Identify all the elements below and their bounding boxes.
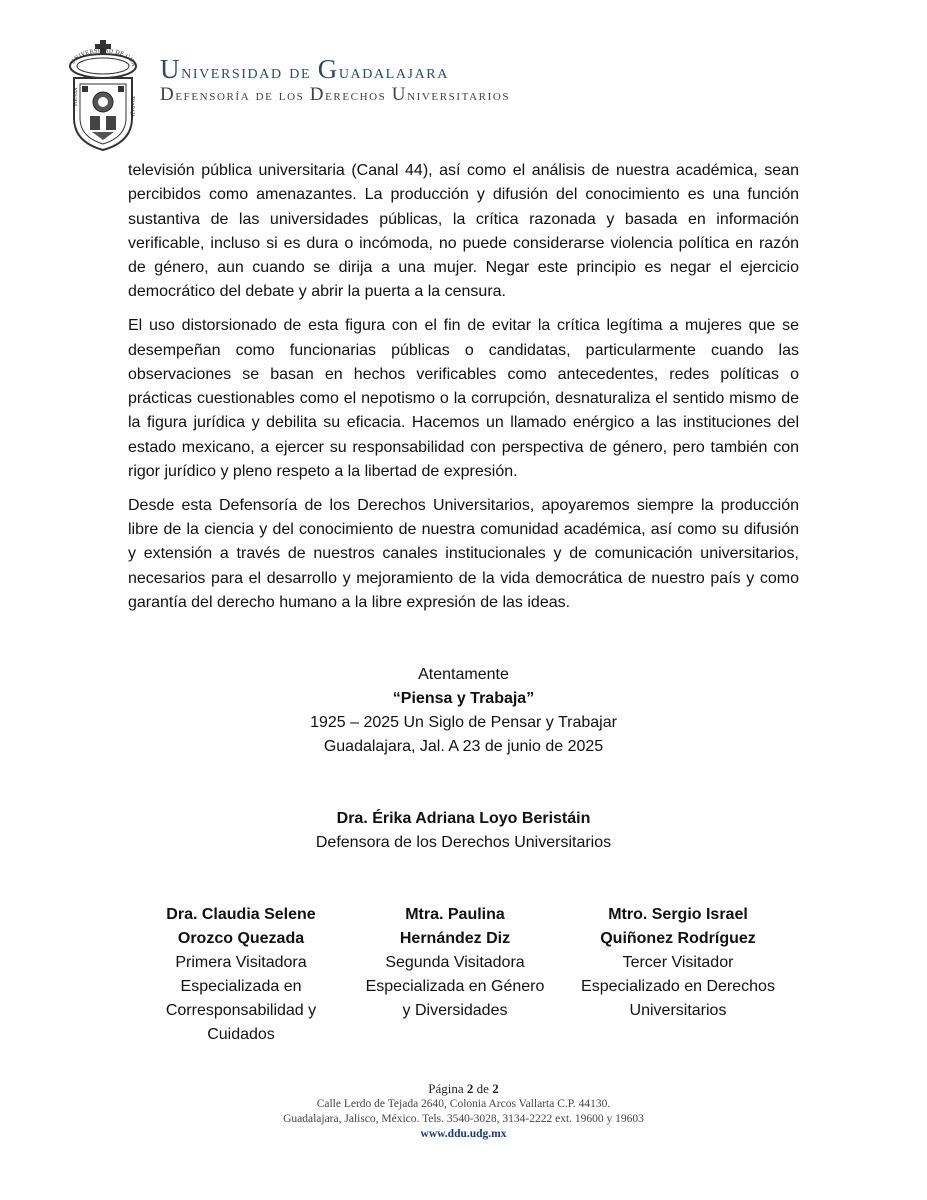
- page-word: Página: [428, 1081, 464, 1096]
- department-cap-3: U: [391, 84, 408, 105]
- signer-name-line: Mtro. Sergio Israel: [608, 906, 748, 923]
- centenary-line: 1925 – 2025 Un Siglo de Pensar y Trabajar: [310, 714, 617, 731]
- signer-name-line: Hernández Diz: [399, 930, 511, 947]
- page-of: de: [476, 1081, 489, 1096]
- signer-role-line: Corresponsabilidad y: [165, 1002, 317, 1019]
- body-paragraph: Desde esta Defensoría de los Derechos Universitarios, apoyaremos siempre la producción libre de la ciencia y del conocimiento de nuestra comunidad académica, así como su difusión y extensión a través de nuestros canales institucionales y de comunicación universitarios, necesarios para el desarrollo y mejoramiento de la vida democrática de nuestro país y como garantía del derecho humano a la libre expresión de las ideas.: [128, 496, 799, 612]
- closing-block: [0, 663, 927, 759]
- university-crest-logo: [62, 40, 144, 152]
- department-cap-2: D: [309, 84, 326, 105]
- page-current: 2: [466, 1081, 474, 1096]
- signer-name-line: Quiñonez Rodríguez: [600, 930, 756, 947]
- page-footer: [0, 1081, 927, 1142]
- signer-role-line: Segunda Visitadora: [385, 954, 525, 971]
- body-paragraph: El uso distorsionado de esta figura con el fin de evitar la crítica legítima a mujeres que se desempeñan como funcionarias públicas o candidatas, particularmente cuando las observaciones se basan en hechos verificables como antecedentes, redes políticas o prácticas cuestionables como el nepotismo o la corrupción, desnaturaliza el sentido mismo de la figura jurídica y debilita su eficacia. Hacemos un llamado enérgico a las instituciones del estado mexicano, a ejercer su responsabilidad con perspectiva de género, pero también con rigor jurídico y pleno respeto a la libertad de expresión.: [128, 317, 799, 481]
- crest-ring-text: UNIVERSIDAD DE GUA: [70, 47, 137, 68]
- signer-role-line: y Diversidades: [402, 1002, 508, 1019]
- motto: “Piensa y Trabaja”: [392, 690, 535, 707]
- signer-role-line: Cuidados: [207, 1026, 275, 1043]
- institution-rest-1: niversidad de: [181, 61, 318, 83]
- department-name: [160, 84, 510, 106]
- main-signer-title: Defensora de los Derechos Universitarios: [315, 834, 612, 851]
- signer-role-line: Especializada en: [180, 978, 302, 995]
- institution-rest-2: uadalajara: [338, 61, 449, 83]
- department-rest-2: erechos: [325, 88, 392, 104]
- place-date: Guadalajara, Jal. A 23 de junio de 2025: [323, 738, 604, 755]
- signer-role-line: Primera Visitadora: [175, 954, 307, 971]
- signer-name-line: Mtra. Paulina: [405, 906, 505, 923]
- page-number: [0, 1081, 927, 1097]
- address-line: Guadalajara, Jalisco, México. Tels. 3540-3028, 3134-2222 ext. 19600 y 19603: [283, 1113, 644, 1125]
- page-total: 2: [492, 1081, 499, 1096]
- letter-body: [128, 159, 799, 625]
- signer-role-line: Universitarios: [629, 1002, 727, 1019]
- signer-column-3: [563, 903, 793, 1023]
- institution-cap-1: U: [160, 54, 182, 84]
- signer-column-1: [141, 903, 341, 1047]
- signer-name-line: Dra. Claudia Selene: [166, 906, 316, 923]
- signer-role-line: Tercer Visitador: [622, 954, 734, 971]
- department-cap-1: D: [160, 84, 176, 105]
- signer-role-line: Especializada en Género: [365, 978, 545, 995]
- signer-column-2: [355, 903, 555, 1023]
- signer-role-line: Especializado en Derechos: [581, 978, 775, 995]
- department-rest-1: efensoría de los: [175, 88, 310, 104]
- crest-motto-right: TRABAJA: [129, 96, 134, 118]
- institution-cap-2: G: [317, 54, 339, 84]
- main-signer-block: [0, 807, 927, 855]
- department-rest-3: niversitarios: [407, 88, 511, 104]
- signer-name-line: Orozco Quezada: [177, 930, 305, 947]
- crest-motto-left: PIENSA: [74, 87, 79, 106]
- website-link[interactable]: www.ddu.udg.mx: [420, 1128, 507, 1140]
- address-line: Calle Lerdo de Tejada 2640, Colonia Arcos Vallarta C.P. 44130.: [316, 1098, 611, 1110]
- institution-name: [160, 54, 449, 85]
- body-paragraph: televisión pública universitaria (Canal 44), así como el análisis de nuestra académica, sean percibidos como amenazantes. La producción y difusión del conocimiento es una función sustantiva de las universidades públicas, la crítica razonada y basada en información verificable, incluso si es dura o incómoda, no puede considerarse violencia política en razón de género, aun cuando se dirija a una mujer. Negar este principio es negar el ejercicio democrático del debate y abrir la puerta a la censura.: [128, 162, 799, 301]
- main-signer-name: Dra. Érika Adriana Loyo Beristáin: [336, 810, 591, 827]
- salutation: Atentamente: [418, 666, 509, 683]
